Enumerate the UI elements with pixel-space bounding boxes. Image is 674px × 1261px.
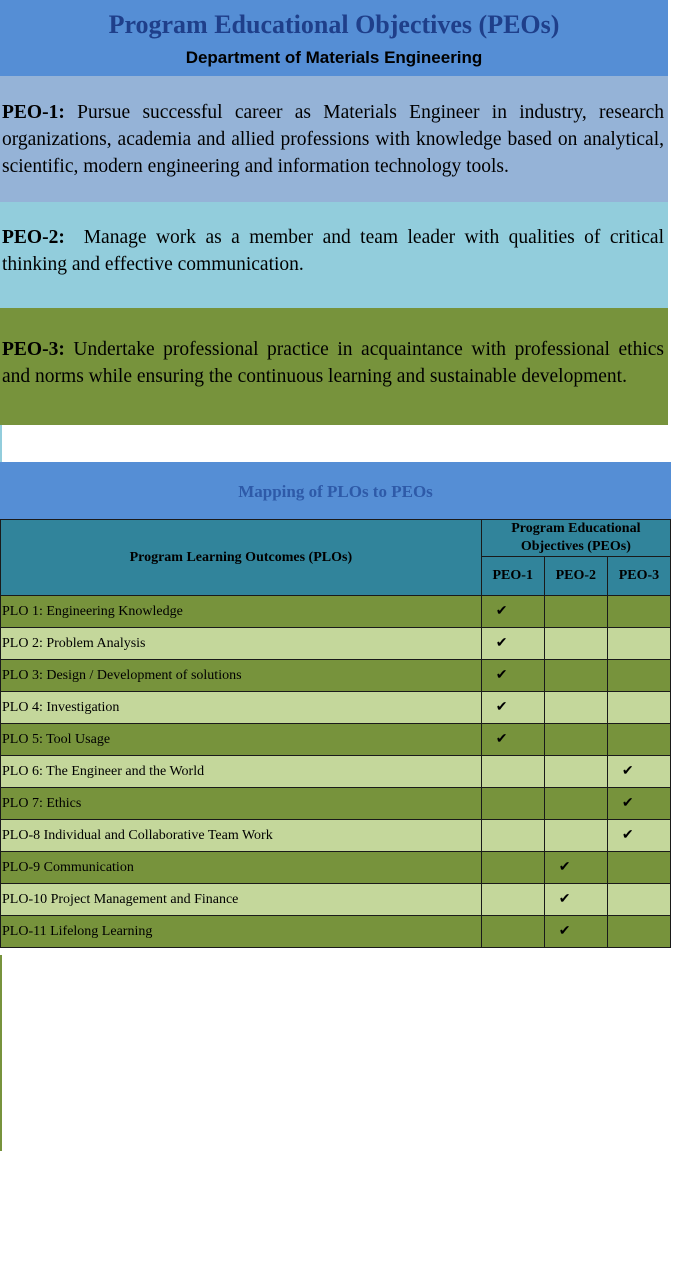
check-mark-icon: ✔ xyxy=(495,732,508,747)
peo2-mapping-cell xyxy=(544,916,607,948)
check-mark-icon: ✔ xyxy=(495,636,508,651)
department-subtitle: Department of Materials Engineering xyxy=(185,48,483,67)
table-row xyxy=(1,884,671,916)
plo-column-header: Program Learning Outcomes (PLOs) xyxy=(1,520,482,596)
peo3-mapping-cell xyxy=(607,884,670,916)
peo1-mapping-cell xyxy=(481,724,544,756)
mapping-header xyxy=(0,462,671,519)
peo3-mapping-cell xyxy=(607,628,670,660)
peo2-mapping-cell xyxy=(544,628,607,660)
peo3-mapping-cell xyxy=(607,724,670,756)
left-divider-lower xyxy=(0,955,2,1151)
table-row xyxy=(1,692,671,724)
peo1-mapping-cell xyxy=(481,788,544,820)
peo3-mapping-cell xyxy=(607,596,670,628)
peo3-mapping-cell xyxy=(607,788,670,820)
peo-2-column-header: PEO-2 xyxy=(544,557,607,596)
plo-label: PLO-11 Lifelong Learning xyxy=(1,916,482,948)
page-header xyxy=(0,0,668,76)
peo2-mapping-cell xyxy=(544,884,607,916)
table-row xyxy=(1,852,671,884)
peo2-mapping-cell xyxy=(544,596,607,628)
left-divider xyxy=(0,425,2,463)
peo2-mapping-cell xyxy=(544,820,607,852)
mapping-title: Mapping of PLOs to PEOs xyxy=(238,482,433,501)
peo-2-text: Manage work as a member and team leader with qualities of critical thinking and effective communication. xyxy=(2,227,669,275)
check-mark-icon: ✔ xyxy=(495,668,508,683)
peo-1-text: Pursue successful career as Materials Engineer in industry, research organizations, academia and allied professions with knowledge based on analytical, scientific, modern engineering and information technology tools. xyxy=(2,102,664,177)
peo-2-code: PEO-2: xyxy=(2,227,65,248)
plo-label: PLO 4: Investigation xyxy=(1,692,482,724)
peo-group-header: Program Educational Objectives (PEOs) xyxy=(481,520,670,557)
peo2-mapping-cell xyxy=(544,692,607,724)
check-mark-icon: ✔ xyxy=(621,796,634,811)
peo3-mapping-cell xyxy=(607,852,670,884)
plo-peo-mapping-table xyxy=(0,519,671,948)
table-row xyxy=(1,820,671,852)
peo-2-block xyxy=(0,202,668,308)
peo1-mapping-cell xyxy=(481,884,544,916)
peo2-mapping-cell xyxy=(544,852,607,884)
check-mark-icon: ✔ xyxy=(558,860,571,875)
plo-label: PLO-8 Individual and Collaborative Team Work xyxy=(1,820,482,852)
plo-label: PLO 2: Problem Analysis xyxy=(1,628,482,660)
plo-label: PLO-10 Project Management and Finance xyxy=(1,884,482,916)
peo2-mapping-cell xyxy=(544,660,607,692)
peo1-mapping-cell xyxy=(481,756,544,788)
peo-1-block xyxy=(0,76,668,202)
peo1-mapping-cell xyxy=(481,820,544,852)
table-row xyxy=(1,628,671,660)
peo1-mapping-cell xyxy=(481,852,544,884)
peo-3-block xyxy=(0,308,668,425)
table-row xyxy=(1,756,671,788)
plo-label: PLO 1: Engineering Knowledge xyxy=(1,596,482,628)
check-mark-icon: ✔ xyxy=(495,604,508,619)
table-row xyxy=(1,788,671,820)
peo1-mapping-cell xyxy=(481,660,544,692)
check-mark-icon: ✔ xyxy=(621,828,634,843)
peo-3-code: PEO-3: xyxy=(2,339,65,360)
peo2-mapping-cell xyxy=(544,724,607,756)
plo-label: PLO 6: The Engineer and the World xyxy=(1,756,482,788)
peo-3-column-header: PEO-3 xyxy=(607,557,670,596)
peo3-mapping-cell xyxy=(607,692,670,724)
peo1-mapping-cell xyxy=(481,596,544,628)
peo1-mapping-cell xyxy=(481,692,544,724)
table-row xyxy=(1,596,671,628)
peo-1-column-header: PEO-1 xyxy=(481,557,544,596)
peo3-mapping-cell xyxy=(607,660,670,692)
peo3-mapping-cell xyxy=(607,916,670,948)
peo-3-text: Undertake professional practice in acquaintance with professional ethics and norms while ensuring the continuous learning and sustainable development. xyxy=(2,339,664,387)
peo3-mapping-cell xyxy=(607,756,670,788)
plo-label: PLO 7: Ethics xyxy=(1,788,482,820)
peo3-mapping-cell xyxy=(607,820,670,852)
peo1-mapping-cell xyxy=(481,628,544,660)
check-mark-icon: ✔ xyxy=(495,700,508,715)
table-row xyxy=(1,724,671,756)
peo2-mapping-cell xyxy=(544,788,607,820)
peo-1-code: PEO-1: xyxy=(2,102,65,123)
check-mark-icon: ✔ xyxy=(558,924,571,939)
table-row xyxy=(1,916,671,948)
plo-label: PLO 3: Design / Development of solutions xyxy=(1,660,482,692)
peo2-mapping-cell xyxy=(544,756,607,788)
plo-label: PLO 5: Tool Usage xyxy=(1,724,482,756)
peo1-mapping-cell xyxy=(481,916,544,948)
plo-label: PLO-9 Communication xyxy=(1,852,482,884)
page-title: Program Educational Objectives (PEOs) xyxy=(108,10,560,39)
check-mark-icon: ✔ xyxy=(558,892,571,907)
table-row xyxy=(1,660,671,692)
check-mark-icon: ✔ xyxy=(621,764,634,779)
